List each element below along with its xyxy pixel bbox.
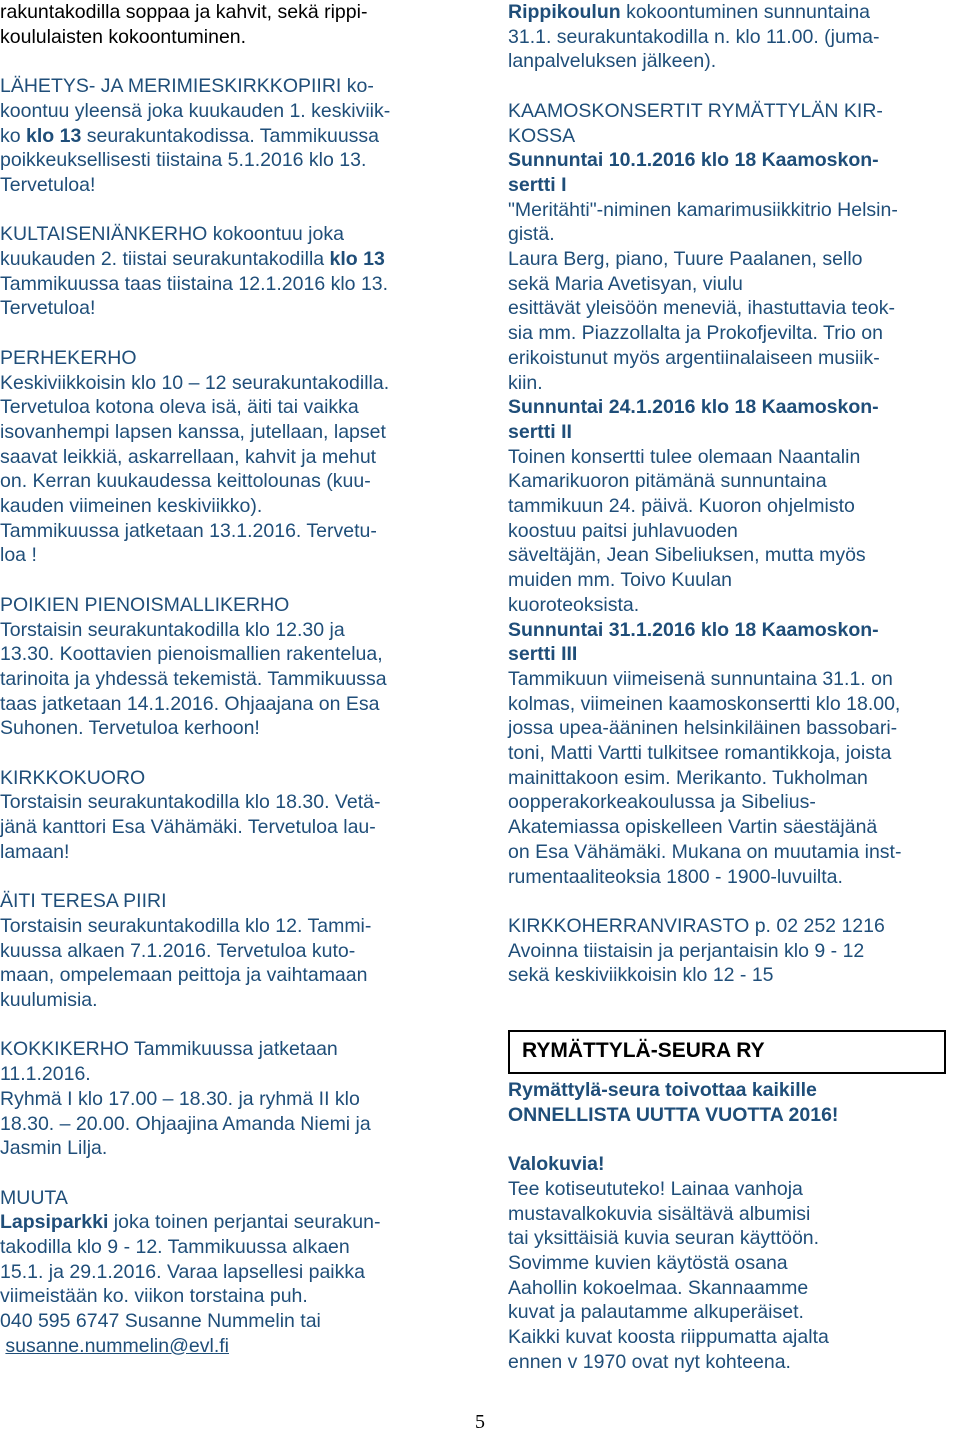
concert-line: erikoistunut myös argentiinalaiseen musiik-: [508, 346, 880, 369]
concert-line: säveltäjän, Jean Sibeliuksen, mutta myös: [508, 544, 866, 567]
concert-line: rumentaaliteoksia 1800 - 1900-luvuilta.: [508, 865, 843, 888]
muuta-line: viimeistään ko. viikon torstaina puh.: [0, 1285, 308, 1308]
kultainen-line: Tervetuloa!: [0, 297, 96, 320]
kirkkokuoro-heading: KIRKKOKUORO: [0, 766, 146, 789]
seura-line: mustavalkokuvia sisältävä albumisi: [508, 1202, 811, 1225]
concert-title: Sunnuntai 24.1.2016 klo 18 Kaamoskon-: [508, 396, 879, 419]
concert-line: Tammikuun viimeisenä sunnuntaina 31.1. on: [508, 667, 893, 690]
concert-line: Toinen konsertti tulee olemaan Naantalin: [508, 445, 861, 468]
kultainen-line: kuukauden 2. tiistai seurakuntakodilla klo 13: [0, 248, 385, 270]
perhekerho-line: isovanhempi lapsen kanssa, jutellaan, lapset: [0, 420, 386, 443]
kultainen-line: KULTAISENIÄNKERHO kokoontuu joka: [0, 223, 344, 246]
rippikoulu-line: 31.1. seurakuntakodilla n. klo 11.00. (juma-: [508, 25, 880, 48]
virasto-line: KIRKKOHERRANVIRASTO p. 02 252 1216: [508, 914, 885, 937]
concert-title: Sunnuntai 10.1.2016 klo 18 Kaamoskon-: [508, 149, 879, 172]
intro-line: koululaisten kokoontuminen.: [0, 25, 247, 48]
muuta-line: 15.1. ja 29.1.2016. Varaa lapsellesi paikka: [0, 1260, 365, 1283]
kokki-line: Ryhmä I klo 17.00 – 18.30. ja ryhmä II klo: [0, 1087, 360, 1110]
concert-line: Akatemiassa opiskelleen Vartin säestäjänä: [508, 816, 878, 839]
concert-line: mainittakoon esim. Merikanto. Tukholman: [508, 766, 868, 789]
concert-line: Kamarikuoron pitämänä sunnuntaina: [508, 470, 827, 493]
concert-line: Laura Berg, piano, Tuure Paalanen, sello: [508, 248, 863, 271]
seura-line: Sovimme kuvien käytöstä osana: [508, 1252, 788, 1274]
seura-line: ennen v 1970 ovat nyt kohteena.: [508, 1350, 791, 1373]
lahetys-line: Tervetuloa!: [0, 173, 96, 196]
virasto-heading: KIRKKOHERRANVIRASTO: [508, 914, 750, 937]
page-number: 5: [475, 1411, 485, 1433]
concert-line: toni, Matti Vartti tulkitsee romantikkoja, joista: [508, 742, 892, 765]
lahetys-line: LÄHETYS- JA MERIMIESKIRKKOPIIRI ko-: [0, 75, 374, 98]
poikien-line: Suhonen. Tervetuloa kerhoon!: [0, 717, 260, 740]
virasto-line: Avoinna tiistaisin ja perjantaisin klo 9 - 12: [508, 939, 865, 962]
concert-line: gistä.: [508, 223, 555, 246]
seura-title-box: [508, 1030, 946, 1074]
email-link[interactable]: susanne.nummelin@evl.fi: [5, 1334, 229, 1357]
kultainen-line: Tammikuussa taas tiistaina 12.1.2016 klo 13.: [0, 272, 389, 295]
valokuvia-heading: Valokuvia!: [508, 1153, 605, 1176]
rippikoulu-line: lanpalveluksen jälkeen).: [508, 50, 717, 73]
concert-line: sia mm. Piazzollalta ja Prokofjevilta. Trio on: [508, 322, 883, 345]
concert-line: esittävät yleisöön meneviä, ihastuttavia teok-: [508, 297, 895, 320]
perhekerho-line: Tervetuloa kotona oleva isä, äiti tai vaikka: [0, 396, 359, 419]
concert-title: sertti II: [508, 420, 572, 443]
perhekerho-line: loa !: [0, 544, 37, 567]
seura-line: Kaikki kuvat koosta riippumatta ajalta: [508, 1326, 829, 1349]
rippikoulu-line: Rippikoulun kokoontuminen sunnuntaina: [508, 1, 871, 23]
perhekerho-line: kauden viimeinen keskiviikko).: [0, 495, 263, 518]
muuta-heading: MUUTA: [0, 1186, 68, 1209]
perhekerho-line: saavat leikkiä, askarrellaan, kahvit ja mehut: [0, 445, 377, 468]
seura-greeting: Rymättylä-seura toivottaa kaikille: [508, 1079, 817, 1102]
kokki-heading: KOKKIKERHO: [0, 1038, 129, 1061]
kokki-line: 18.30. – 20.00. Ohjaajina Amanda Niemi ja: [0, 1112, 371, 1135]
virasto-line: sekä keskiviikkoisin klo 12 - 15: [508, 964, 774, 987]
lahetys-line: koontuu yleensä joka kuukauden 1. keskiviik-: [0, 99, 391, 122]
perhekerho-heading: PERHEKERHO: [0, 346, 137, 369]
concert-line: kuoroteoksista.: [508, 593, 640, 616]
kokki-line: Jasmin Lilja.: [0, 1137, 108, 1160]
poikien-line: tarinoita ja yhdessä tekemistä. Tammikuussa: [0, 667, 387, 690]
concert-line: jossa upea-ääninen helsinkiläinen bassobari-: [508, 717, 898, 740]
intro-line: rakuntakodilla soppaa ja kahvit, sekä rippi-: [0, 1, 368, 23]
seura-title: RYMÄTTYLÄ-SEURA RY: [522, 1039, 765, 1063]
concert-line: koostuu paitsi juhlavuoden: [508, 519, 738, 542]
lahetys-heading: LÄHETYS- JA MERIMIESKIRKKOPIIRI: [0, 75, 342, 98]
konsertit-heading: KAAMOSKONSERTIT RYMÄTTYLÄN KIR-: [508, 99, 883, 122]
concert-line: oopperakorkeakoulussa ja Sibelius-: [508, 791, 816, 814]
poikien-line: taas jatketaan 14.1.2016. Ohjaajana on Esa: [0, 692, 380, 715]
concert-line: "Meritähti"-niminen kamarimusiikkitrio Helsin-: [508, 198, 898, 221]
aititeresa-heading: ÄITI TERESA PIIRI: [0, 890, 167, 913]
concert-line: on Esa Vähämäki. Mukana on muutamia inst-: [508, 840, 902, 863]
lahetys-line: ko klo 13 seurakuntakodissa. Tammikuussa: [0, 124, 380, 147]
concert-line: kolmas, viimeinen kaamoskonsertti klo 18.00,: [508, 692, 901, 715]
lahetys-line: poikkeuksellisesti tiistaina 5.1.2016 klo 13.: [0, 149, 367, 172]
kirkkokuoro-line: lamaan!: [0, 840, 70, 863]
left-column: [0, 0, 478, 1359]
perhekerho-line: on. Kerran kuukaudessa keittolounas (kuu-: [0, 470, 371, 493]
email-line: [0, 1334, 478, 1359]
concert-line: sekä Maria Avetisyan, viulu: [508, 272, 743, 295]
aititeresa-line: kuussa alkaen 7.1.2016. Tervetuloa kuto-: [0, 939, 356, 962]
concert-line: kiin.: [508, 371, 543, 394]
aititeresa-line: Torstaisin seurakuntakodilla klo 12. Tammi-: [0, 914, 372, 937]
aititeresa-line: kuulumisia.: [0, 989, 98, 1012]
concert-title: sertti III: [508, 643, 578, 666]
perhekerho-line: Tammikuussa jatketaan 13.1.2016. Tervetu-: [0, 519, 377, 542]
poikien-line: Torstaisin seurakuntakodilla klo 12.30 ja: [0, 618, 345, 641]
muuta-line: Lapsiparkki joka toinen perjantai seurakun-: [0, 1211, 381, 1234]
concert-title: sertti I: [508, 173, 567, 196]
muuta-line: takodilla klo 9 - 12. Tammikuussa alkaen: [0, 1236, 350, 1259]
seura-line: tai yksittäisiä kuvia seuran käyttöön.: [508, 1227, 820, 1250]
kokki-line: 11.1.2016.: [0, 1063, 91, 1086]
seura-line: Tee kotiseututeko! Lainaa vanhoja: [508, 1177, 803, 1200]
kirkkokuoro-line: jänä kanttori Esa Vähämäki. Tervetuloa lau-: [0, 816, 376, 839]
right-column: [508, 0, 958, 1375]
konsertit-heading: KOSSA: [508, 124, 576, 147]
aititeresa-line: maan, ompelemaan peittoja ja vaihtamaan: [0, 964, 368, 987]
concert-title: Sunnuntai 31.1.2016 klo 18 Kaamoskon-: [508, 618, 879, 641]
kirkkokuoro-line: Torstaisin seurakuntakodilla klo 18.30. Vetä-: [0, 791, 381, 814]
poikien-heading: POIKIEN PIENOISMALLIKERHO: [0, 593, 290, 616]
perhekerho-line: Keskiviikkoisin klo 10 – 12 seurakuntakodilla.: [0, 371, 390, 394]
muuta-line: 040 595 6747 Susanne Nummelin tai: [0, 1310, 321, 1333]
kultainen-heading: KULTAISENIÄNKERHO: [0, 223, 208, 246]
seura-line: kuvat ja palautamme alkuperäiset.: [508, 1301, 804, 1324]
concert-line: tammikuun 24. päivä. Kuoron ohjelmisto: [508, 495, 855, 518]
kokki-line: KOKKIKERHO Tammikuussa jatketaan: [0, 1038, 338, 1061]
seura-greeting: ONNELLISTA UUTTA VUOTTA 2016!: [508, 1103, 839, 1126]
poikien-line: 13.30. Koottavien pienoismallien rakentelua,: [0, 643, 383, 666]
concert-line: muiden mm. Toivo Kuulan: [508, 569, 733, 592]
seura-line: Aahollin kokoelmaa. Skannaamme: [508, 1276, 809, 1299]
